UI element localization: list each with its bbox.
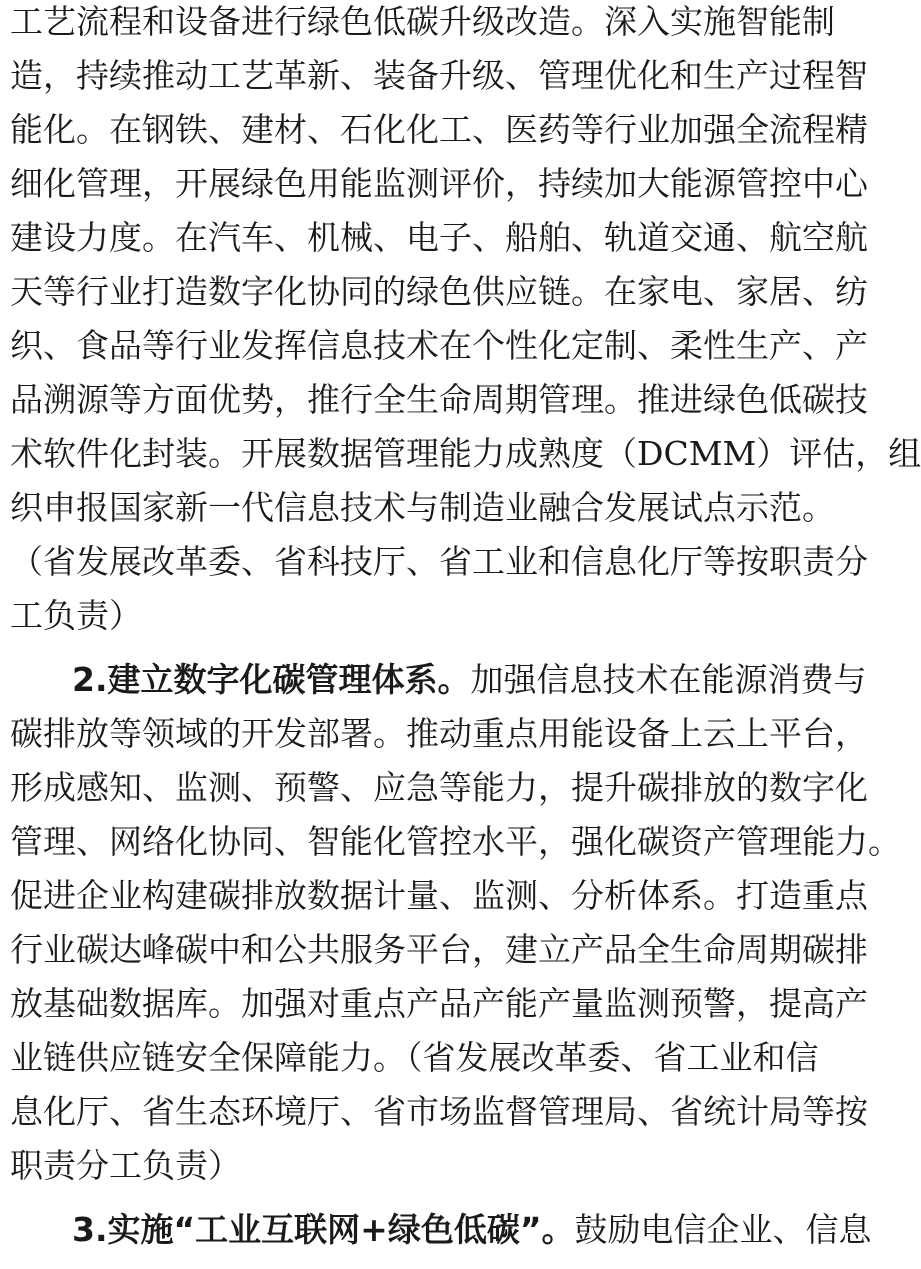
body-line: 建设力度。在汽车、机械、电子、船舶、轨道交通、航空航 bbox=[10, 218, 868, 257]
section-2-text: 加强信息技术在能源消费与 bbox=[470, 660, 867, 699]
body-line: 工艺流程和设备进行绿色低碳升级改造。深入实施智能制 bbox=[10, 2, 835, 41]
body-line: 细化管理，开展绿色用能监测评价，持续加大能源管控中心 bbox=[10, 164, 868, 203]
body-line: 职责分工负责） bbox=[10, 1146, 241, 1185]
body-line: 品溯源等方面优势，推行全生命周期管理。推进绿色低碳技 bbox=[10, 380, 868, 419]
body-line: 织、食品等行业发挥信息技术在个性化定制、柔性生产、产 bbox=[10, 326, 868, 365]
body-line: 工负责） bbox=[10, 596, 142, 635]
body-line: 形成感知、监测、预警、应急等能力，提升碳排放的数字化 bbox=[10, 768, 868, 807]
body-line: （省发展改革委、省科技厅、省工业和信息化厅等按职责分 bbox=[10, 542, 868, 581]
body-line: 造，持续推动工艺革新、装备升级、管理优化和生产过程智 bbox=[10, 56, 868, 95]
body-line: 行业碳达峰碳中和公共服务平台，建立产品全生命周期碳排 bbox=[10, 930, 868, 969]
body-line: 术软件化封装。开展数据管理能力成熟度（DCMM）评估，组 bbox=[10, 434, 921, 473]
body-line: 业链供应链安全保障能力。（省发展改革委、省工业和信 bbox=[10, 1038, 819, 1077]
body-line: 管理、网络化协同、智能化管控水平，强化碳资产管理能力。 bbox=[10, 822, 901, 861]
body-line: 碳排放等领域的开发部署。推动重点用能设备上云上平台， bbox=[10, 714, 868, 753]
body-line: 息化厅、省生态环境厅、省市场监督管理局、省统计局等按 bbox=[10, 1092, 868, 1131]
section-2-first-line bbox=[0, 660, 867, 700]
body-line: 能化。在钢铁、建材、石化化工、医药等行业加强全流程精 bbox=[10, 110, 868, 149]
section-3-first-line bbox=[0, 1210, 872, 1250]
section-2-heading: 2.建立数字化碳管理体系。 bbox=[72, 660, 471, 699]
body-line: 放基础数据库。加强对重点产品产能产量监测预警，提高产 bbox=[10, 984, 868, 1023]
body-line: 天等行业打造数字化协同的绿色供应链。在家电、家居、纺 bbox=[10, 272, 868, 311]
section-3-heading: 3.实施“工业互联网+绿色低碳”。 bbox=[72, 1210, 575, 1249]
section-3-text: 鼓励电信企业、信息 bbox=[574, 1210, 872, 1249]
body-line: 织申报国家新一代信息技术与制造业融合发展试点示范。 bbox=[10, 488, 835, 527]
body-line: 促进企业构建碳排放数据计量、监测、分析体系。打造重点 bbox=[10, 876, 868, 915]
